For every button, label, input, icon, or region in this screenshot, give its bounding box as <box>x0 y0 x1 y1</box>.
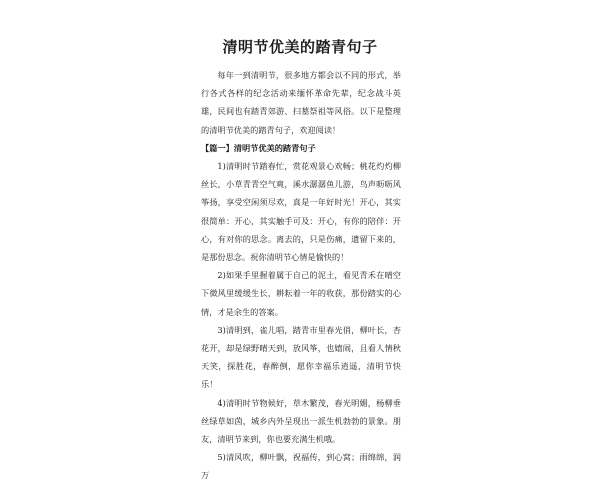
paragraph-2: 2)如果手里握着属于自己的泥土，看见青禾在晴空下微风里缓缓生长，耕耘着一年的收获，那份踏实的心情，才是余生的答案。 <box>201 270 401 317</box>
document-body <box>201 66 401 485</box>
paragraph-5: 5)清风吹，柳叶飘，祝福传，到心窝；雨绵绵，润万 <box>201 452 401 481</box>
paragraph-4: 4)清明时节物候好，草木繁茂，春光明媚，杨柳垂丝绿草如茵，城乡内外呈现出一派生机勃勃的景象。朋友，清明节来到，你也要充满生机哦。 <box>201 397 401 445</box>
paragraph-1: 1)清明时节踏春忙，赏花观景心欢畅；桃花灼灼柳丝长，小草青青空气爽，溪水潺潺鱼儿游，鸟声呖呖风筝扬，享受空闲须尽欢，真是一年好时光！开心，其实很简单：开心，其实触手可及：开心，有你的陪伴：开心，有对你的思念。离去的，只是伤痛，遗留下来的，是那份思念。祝你清明节心情是愉快的！ <box>201 161 401 263</box>
intro-paragraph: 每年一到清明节，很多地方都会以不同的形式，举行各式各样的纪念活动来缅怀革命先辈，纪念战斗英雄，民间也有踏青郊游、扫墓祭祖等风俗。以下是整理的清明节优美的踏青句子，欢迎阅读！ <box>201 70 401 135</box>
section-heading: 【篇一】清明节优美的踏青句子 <box>201 142 316 153</box>
document-title: 清明节优美的踏青句子 <box>222 38 378 56</box>
paragraph-3: 3)清明到，雀儿唱，踏青市里春光俏，柳叶长，杏花开，却是绿野晴天到，放风筝，也嬉闹，且看人情秋天笑，探胜花，春醉倒，愿你幸福乐逍遥，清明节快乐！ <box>201 324 401 390</box>
